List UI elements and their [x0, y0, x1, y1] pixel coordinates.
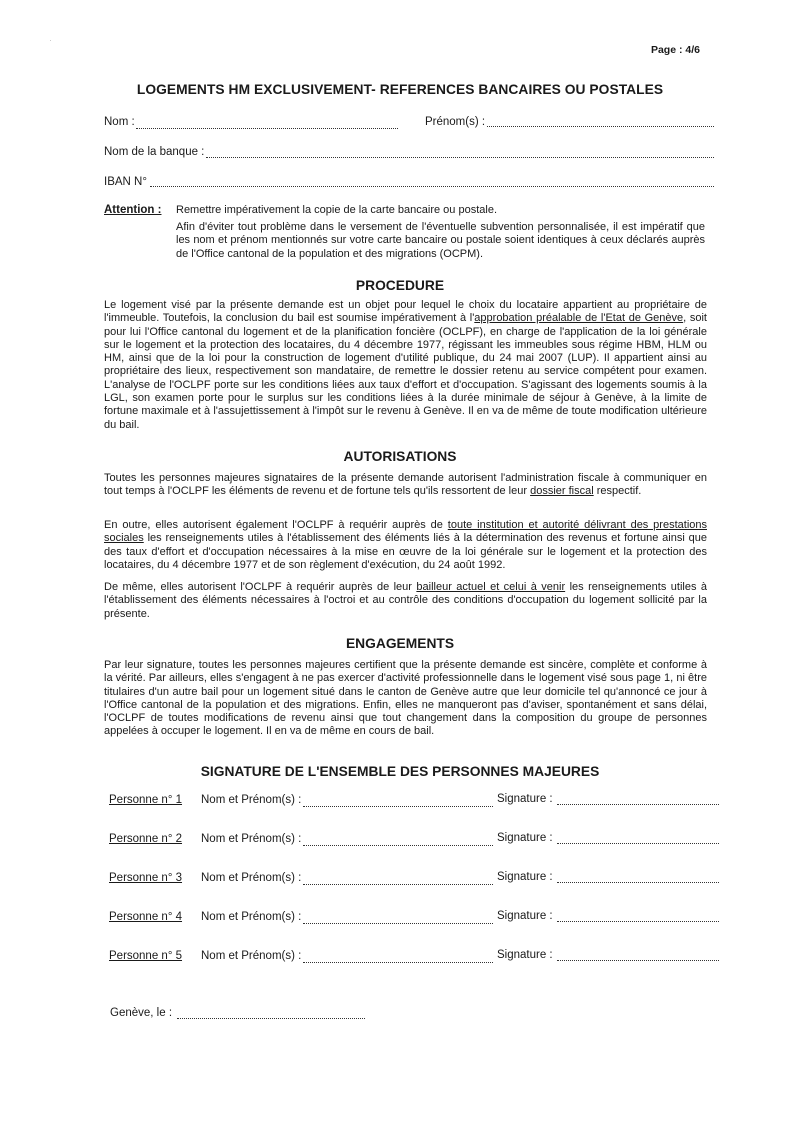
engagements-heading: ENGAGEMENTS: [345, 636, 455, 651]
autorisations-paragraph-3: De même, elles autorisent l'OCLPF à requérir auprès de leur bailleur actuel et celui à venir les renseignements utiles à l'établissement des éléments nécessaires à l'octroi et au contrôle des conditions d'occupation du logement sollicité par la présente.: [104, 581, 707, 620]
prenoms-label: Prénom(s) :: [425, 116, 486, 128]
signature-label: Signature :: [497, 793, 553, 805]
document-title: LOGEMENTS HM EXCLUSIVEMENT- REFERENCES BANCAIRES OU POSTALES: [136, 82, 664, 97]
person-label: Personne n° 5: [109, 950, 183, 962]
person-label: Personne n° 4: [109, 911, 183, 923]
banque-field[interactable]: [206, 157, 714, 158]
signature-heading: SIGNATURE DE L'ENSEMBLE DES PERSONNES MAJEURES: [200, 764, 600, 779]
signature-field[interactable]: [557, 843, 719, 844]
signature-row: [0, 950, 800, 970]
signature-rows: [0, 794, 800, 974]
signature-label: Signature :: [497, 832, 553, 844]
attention-label: Attention :: [104, 204, 162, 216]
person-label: Personne n° 2: [109, 833, 183, 845]
autorisations-paragraph-2: En outre, elles autorisent également l'OCLPF à requérir auprès de toute institution et autorité délivrant des prestations sociales les renseignements utiles à l'établissement des éléments liés à la détermination des revenus et fortune ainsi que des taux d'effort et d'occupation nécessaires à la mise en œuvre de la loi générale sur le logement et la protection des locataires, du 4 décembre 1977 et de son règlement d'exécution, du 24 août 1992.: [104, 519, 707, 571]
nom-label: Nom :: [104, 116, 135, 128]
signature-label: Signature :: [497, 910, 553, 922]
signature-label: Signature :: [497, 949, 553, 961]
signature-row: [0, 911, 800, 931]
autorisations-paragraph-1: Toutes les personnes majeures signataires de la présente demande autorisent l'administration fiscale à communiquer en tout temps à l'OCLPF les éléments de revenu et de fortune tels qu'ils ressortent de leur dossier fiscal respectif.: [104, 472, 707, 498]
name-field[interactable]: [303, 923, 493, 924]
attention-paragraph: Afin d'éviter tout problème dans le versement de l'éventuelle subvention personnalisée, il est impératif que les nom et prénom mentionnés sur votre carte bancaire ou postale soient identiques à ceux déclarés auprès de l'Office cantonal de la population et des migrations (OCPM).: [176, 221, 705, 260]
signature-field[interactable]: [557, 921, 719, 922]
person-label: Personne n° 1: [109, 794, 183, 806]
name-field[interactable]: [303, 845, 493, 846]
name-label: Nom et Prénom(s) :: [201, 911, 302, 923]
prenoms-field[interactable]: [487, 126, 714, 127]
scan-speck: [50, 40, 51, 41]
signature-field[interactable]: [557, 882, 719, 883]
nom-field[interactable]: [136, 128, 398, 129]
name-field[interactable]: [303, 884, 493, 885]
name-label: Nom et Prénom(s) :: [201, 833, 302, 845]
signature-field[interactable]: [557, 804, 719, 805]
procedure-paragraph: Le logement visé par la présente demande est un objet pour lequel le choix du locataire appartient au propriétaire de l'immeuble. Toutefois, la conclusion du bail est soumise impérativement à l'approbation préalable de l'Etat de Genève, soit pour lui l'Office cantonal du logement et de la planification foncière (OCLPF), en charge de l'application de la loi générale sur le logement et la protection des locataires, du 4 décembre 1977, régissant les immeubles sous régime HBM, HLM ou HM, ainsi que de la loi pour la construction de logement d'utilité publique, du 24 mai 2007 (LUP). Il appartient ainsi au propriétaire des lieux, respectivement son mandataire, de remettre le dossier retenu au service compétent pour examen. L'analyse de l'OCLPF porte sur les conditions liées aux taux d'effort et d'occupation. S'agissant des logements soumis à la LGL, son examen porte pour le surplus sur les conditions liées à la durée minimale de séjour à Genève, à la limite de fortune maximale et à l'assujettissement à l'impôt sur le revenu à Genève. Il en va de même de toute modification ultérieure du bail.: [104, 299, 707, 431]
geneve-date-label: Genève, le :: [110, 1007, 173, 1019]
person-label: Personne n° 3: [109, 872, 183, 884]
signature-row: [0, 794, 800, 814]
engagements-paragraph: Par leur signature, toutes les personnes majeures certifient que la présente demande est sincère, complète et conforme à la vérité. Par ailleurs, elles s'engagent à ne pas exercer d'activité professionnelle dans le logement visé sous page 1, ni être titulaires d'un autre bail pour un logement situé dans le canton de Genève autre que leur domicile tel qu'annoncé ce jour à l'Office cantonal de la population et des migrations. Enfin, elles ne manqueront pas d'aviser, spontanément et sans délai, l'OCLPF de toutes modifications de revenu ainsi que tout changement dans la composition du groupe de personnes appelées à occuper le logement. Il en va de même en cours de bail.: [104, 659, 707, 738]
signature-row: [0, 872, 800, 892]
autorisations-heading: AUTORISATIONS: [343, 449, 457, 464]
iban-label: IBAN N°: [104, 176, 147, 188]
signature-field[interactable]: [557, 960, 719, 961]
name-field[interactable]: [303, 806, 493, 807]
banque-label: Nom de la banque :: [104, 146, 205, 158]
geneve-date-field[interactable]: [177, 1018, 365, 1019]
name-label: Nom et Prénom(s) :: [201, 872, 302, 884]
attention-line: Remettre impérativement la copie de la carte bancaire ou postale.: [176, 204, 498, 216]
name-label: Nom et Prénom(s) :: [201, 794, 302, 806]
iban-field[interactable]: [150, 186, 714, 187]
signature-row: [0, 833, 800, 853]
name-field[interactable]: [303, 962, 493, 963]
procedure-heading: PROCEDURE: [355, 278, 445, 293]
name-label: Nom et Prénom(s) :: [201, 950, 302, 962]
signature-label: Signature :: [497, 871, 553, 883]
page-number: Page : 4/6: [650, 44, 700, 56]
